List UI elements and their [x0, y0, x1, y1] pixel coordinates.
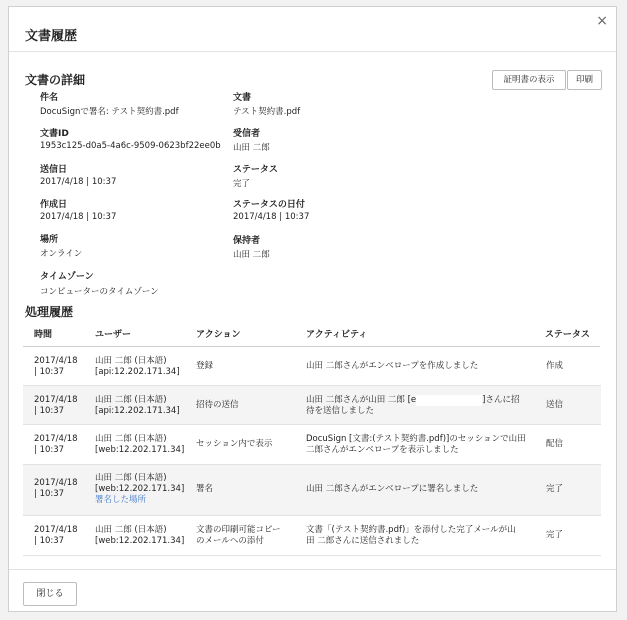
- table-row: [23, 386, 601, 425]
- detail-label-recipient: 受信者: [233, 129, 261, 139]
- row-user: 山田 二郎 (日本語) [web:12.202.171.34]: [95, 434, 185, 455]
- document-history-modal: [8, 6, 617, 612]
- row-activity: 山田 二郎さんがエンベロープを作成しました: [306, 361, 479, 371]
- row-action: 登録: [196, 361, 214, 371]
- detail-label-document-id: 文書ID: [40, 129, 69, 139]
- redacted-email: [416, 395, 482, 406]
- table-row: [23, 516, 601, 556]
- row-time: 2017/4/18 | 10:37: [34, 434, 78, 455]
- modal-title: 文書履歴: [25, 29, 78, 44]
- divider: [9, 51, 616, 52]
- row-activity: 山田 二郎さんが山田 二郎 [e ]さんに招 待を送信しました: [306, 395, 520, 416]
- detail-label-timezone: タイムゾーン: [40, 272, 94, 282]
- footer-divider: [9, 569, 616, 570]
- detail-label-location: 場所: [40, 235, 59, 245]
- detail-value-recipient: 山田 二郎: [233, 143, 270, 153]
- row-action: 文書の印刷可能コピー のメールへの添付: [196, 525, 281, 546]
- row-user: 山田 二郎 (日本語) [api:12.202.171.34]: [95, 395, 180, 416]
- table-row: [23, 465, 601, 516]
- detail-value-subject: DocuSignで署名: テスト契約書.pdf: [40, 107, 179, 117]
- detail-label-sent-date: 送信日: [40, 165, 68, 175]
- detail-label-document: 文書: [233, 93, 252, 103]
- row-status: 完了: [546, 530, 564, 540]
- close-button[interactable]: 閉じる: [23, 582, 77, 606]
- row-status: 送信: [546, 400, 564, 410]
- row-time: 2017/4/18 | 10:37: [34, 395, 78, 416]
- table-row: [23, 347, 601, 386]
- column-header-action: アクション: [196, 330, 241, 340]
- column-header-time: 時間: [34, 330, 53, 340]
- certificate-button[interactable]: 証明書の表示: [492, 70, 566, 90]
- details-heading: 文書の詳細: [25, 73, 86, 87]
- detail-label-subject: 件名: [40, 93, 59, 103]
- column-header-activity: アクティビティ: [306, 330, 368, 340]
- row-action: 署名: [196, 484, 214, 494]
- detail-label-created-date: 作成日: [40, 200, 68, 210]
- detail-value-document-id: 1953c125-d0a5-4a6c-9509-0623bf22ee0b: [40, 141, 221, 151]
- detail-value-document: テスト契約書.pdf: [233, 107, 301, 117]
- column-header-user: ユーザー: [95, 330, 132, 340]
- close-icon[interactable]: ×: [596, 13, 608, 29]
- detail-value-status-date: 2017/4/18 | 10:37: [233, 212, 310, 222]
- row-time: 2017/4/18 | 10:37: [34, 478, 78, 499]
- detail-value-created-date: 2017/4/18 | 10:37: [40, 212, 117, 222]
- row-status: 完了: [546, 484, 564, 494]
- table-row: [23, 425, 601, 465]
- row-user: 山田 二郎 (日本語) [api:12.202.171.34]: [95, 356, 180, 377]
- row-time: 2017/4/18 | 10:37: [34, 525, 78, 546]
- row-time: 2017/4/18 | 10:37: [34, 356, 78, 377]
- row-action: 招待の送信: [196, 400, 239, 410]
- detail-value-status: 完了: [233, 179, 251, 189]
- row-status: 配信: [546, 439, 564, 449]
- row-action: セッション内で表示: [196, 439, 273, 449]
- row-activity: 山田 二郎さんがエンベロープに署名しました: [306, 484, 479, 494]
- row-status: 作成: [546, 361, 564, 371]
- print-button[interactable]: 印刷: [567, 70, 602, 90]
- row-user: 山田 二郎 (日本語) [web:12.202.171.34] 署名した場所: [95, 473, 185, 505]
- row-activity: DocuSign [文書:(テスト契約書.pdf)]のセッションで山田 二郎さんがエンベロープを表示しました: [306, 434, 526, 455]
- history-heading: 処理履歴: [25, 305, 74, 319]
- detail-value-sent-date: 2017/4/18 | 10:37: [40, 177, 117, 187]
- detail-value-timezone: コンピューターのタイムゾーン: [40, 287, 159, 297]
- detail-label-status: ステータス: [233, 165, 278, 175]
- row-user: 山田 二郎 (日本語) [web:12.202.171.34]: [95, 525, 185, 546]
- detail-value-location: オンライン: [40, 249, 83, 259]
- detail-label-holder: 保持者: [233, 236, 261, 246]
- row-activity: 文書「(テスト契約書.pdf)」を添付した完了メールが山 田 二郎さんに送信されました: [306, 525, 516, 546]
- column-header-status: ステータス: [545, 330, 590, 340]
- signed-location-link[interactable]: 署名した場所: [95, 495, 147, 505]
- detail-label-status-date: ステータスの日付: [233, 200, 305, 210]
- detail-value-holder: 山田 二郎: [233, 250, 270, 260]
